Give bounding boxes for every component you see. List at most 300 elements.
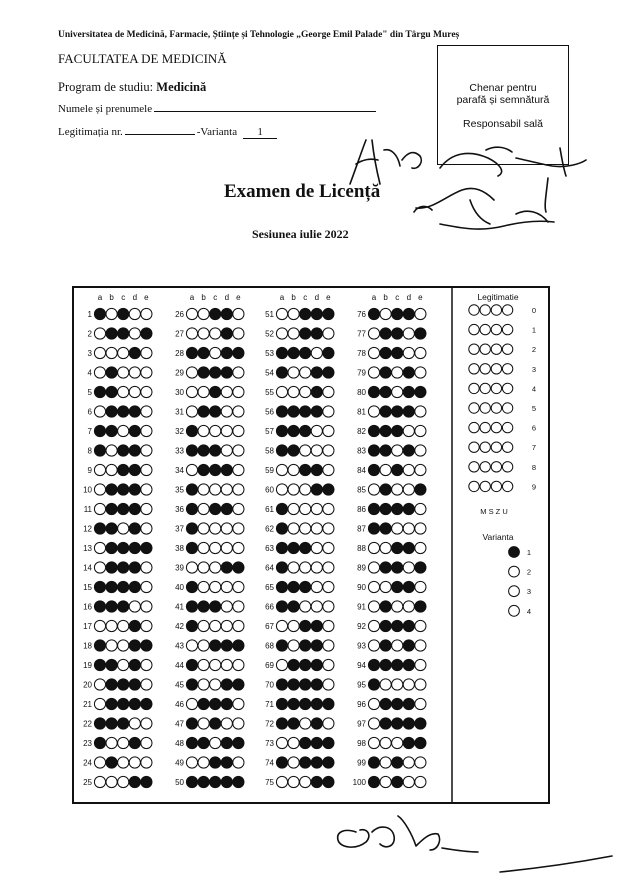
answer-bubble-q50-c[interactable]: [210, 776, 221, 787]
answer-bubble-q73-c[interactable]: [300, 737, 311, 748]
answer-bubble-q84-a[interactable]: [368, 464, 379, 475]
answer-bubble-q30-e[interactable]: [233, 386, 244, 397]
answer-bubble-q96-c[interactable]: [392, 698, 403, 709]
answer-bubble-q48-c[interactable]: [210, 737, 221, 748]
answer-bubble-q88-a[interactable]: [368, 542, 379, 553]
answer-bubble-q40-b[interactable]: [198, 581, 209, 592]
answer-bubble-q75-a[interactable]: [276, 776, 287, 787]
answer-bubble-q18-e[interactable]: [141, 640, 152, 651]
answer-bubble-q86-e[interactable]: [415, 503, 426, 514]
answer-bubble-q87-c[interactable]: [392, 523, 403, 534]
answer-bubble-q73-e[interactable]: [323, 737, 334, 748]
answer-bubble-q81-a[interactable]: [368, 406, 379, 417]
answer-bubble-q2-a[interactable]: [94, 328, 105, 339]
answer-bubble-q76-c[interactable]: [392, 308, 403, 319]
answer-bubble-q27-b[interactable]: [198, 328, 209, 339]
answer-bubble-q36-c[interactable]: [210, 503, 221, 514]
answer-bubble-q73-d[interactable]: [311, 737, 322, 748]
answer-bubble-q31-a[interactable]: [186, 406, 197, 417]
answer-bubble-q81-b[interactable]: [380, 406, 391, 417]
answer-bubble-q21-d[interactable]: [129, 698, 140, 709]
answer-bubble-q59-c[interactable]: [300, 464, 311, 475]
answer-bubble-q58-c[interactable]: [300, 445, 311, 456]
answer-bubble-q16-d[interactable]: [129, 601, 140, 612]
answer-bubble-q33-e[interactable]: [233, 445, 244, 456]
answer-bubble-q56-a[interactable]: [276, 406, 287, 417]
answer-bubble-q88-d[interactable]: [403, 542, 414, 553]
answer-bubble-q17-e[interactable]: [141, 620, 152, 631]
answer-bubble-q58-d[interactable]: [311, 445, 322, 456]
answer-bubble-q61-c[interactable]: [300, 503, 311, 514]
answer-bubble-q58-e[interactable]: [323, 445, 334, 456]
legitimatie-bubble-6-0[interactable]: [469, 422, 479, 432]
answer-bubble-q92-e[interactable]: [415, 620, 426, 631]
answer-bubble-q8-c[interactable]: [118, 445, 129, 456]
answer-bubble-q17-a[interactable]: [94, 620, 105, 631]
answer-bubble-q91-c[interactable]: [392, 601, 403, 612]
answer-bubble-q63-d[interactable]: [311, 542, 322, 553]
answer-bubble-q48-b[interactable]: [198, 737, 209, 748]
answer-bubble-q39-e[interactable]: [233, 562, 244, 573]
answer-bubble-q34-b[interactable]: [198, 464, 209, 475]
answer-bubble-q41-a[interactable]: [186, 601, 197, 612]
answer-bubble-q55-a[interactable]: [276, 386, 287, 397]
answer-bubble-q38-a[interactable]: [186, 542, 197, 553]
answer-bubble-q24-b[interactable]: [106, 757, 117, 768]
answer-bubble-q5-b[interactable]: [106, 386, 117, 397]
answer-bubble-q18-d[interactable]: [129, 640, 140, 651]
answer-bubble-q80-e[interactable]: [415, 386, 426, 397]
answer-bubble-q38-b[interactable]: [198, 542, 209, 553]
answer-bubble-q68-b[interactable]: [288, 640, 299, 651]
answer-bubble-q88-c[interactable]: [392, 542, 403, 553]
answer-bubble-q14-a[interactable]: [94, 562, 105, 573]
answer-bubble-q46-d[interactable]: [221, 698, 232, 709]
answer-bubble-q65-a[interactable]: [276, 581, 287, 592]
answer-bubble-q63-a[interactable]: [276, 542, 287, 553]
answer-bubble-q49-d[interactable]: [221, 757, 232, 768]
answer-bubble-q20-a[interactable]: [94, 679, 105, 690]
answer-bubble-q51-a[interactable]: [276, 308, 287, 319]
answer-bubble-q57-c[interactable]: [300, 425, 311, 436]
legitimatie-bubble-0-1[interactable]: [480, 305, 490, 315]
answer-bubble-q56-c[interactable]: [300, 406, 311, 417]
answer-bubble-q64-e[interactable]: [323, 562, 334, 573]
answer-bubble-q15-d[interactable]: [129, 581, 140, 592]
answer-bubble-q33-b[interactable]: [198, 445, 209, 456]
answer-bubble-q52-a[interactable]: [276, 328, 287, 339]
answer-bubble-q38-e[interactable]: [233, 542, 244, 553]
answer-bubble-q66-d[interactable]: [311, 601, 322, 612]
answer-bubble-q45-c[interactable]: [210, 679, 221, 690]
answer-bubble-q88-b[interactable]: [380, 542, 391, 553]
answer-bubble-q4-d[interactable]: [129, 367, 140, 378]
answer-bubble-q98-d[interactable]: [403, 737, 414, 748]
legitimatie-bubble-4-0[interactable]: [469, 383, 479, 393]
answer-bubble-q33-c[interactable]: [210, 445, 221, 456]
answer-bubble-q23-e[interactable]: [141, 737, 152, 748]
answer-bubble-q11-a[interactable]: [94, 503, 105, 514]
legitimatie-bubble-6-1[interactable]: [480, 422, 490, 432]
answer-bubble-q34-d[interactable]: [221, 464, 232, 475]
legitimatie-bubble-9-0[interactable]: [469, 481, 479, 491]
answer-bubble-q91-a[interactable]: [368, 601, 379, 612]
answer-bubble-q12-e[interactable]: [141, 523, 152, 534]
answer-bubble-q32-c[interactable]: [210, 425, 221, 436]
answer-bubble-q25-b[interactable]: [106, 776, 117, 787]
answer-bubble-q43-d[interactable]: [221, 640, 232, 651]
answer-bubble-q6-c[interactable]: [118, 406, 129, 417]
answer-bubble-q69-a[interactable]: [276, 659, 287, 670]
answer-bubble-q69-e[interactable]: [323, 659, 334, 670]
answer-bubble-q40-e[interactable]: [233, 581, 244, 592]
answer-bubble-q80-d[interactable]: [403, 386, 414, 397]
answer-bubble-q12-c[interactable]: [118, 523, 129, 534]
answer-bubble-q10-c[interactable]: [118, 484, 129, 495]
answer-bubble-q5-c[interactable]: [118, 386, 129, 397]
answer-bubble-q28-a[interactable]: [186, 347, 197, 358]
answer-bubble-q11-e[interactable]: [141, 503, 152, 514]
answer-bubble-q30-d[interactable]: [221, 386, 232, 397]
answer-bubble-q29-d[interactable]: [221, 367, 232, 378]
answer-bubble-q39-b[interactable]: [198, 562, 209, 573]
answer-bubble-q35-c[interactable]: [210, 484, 221, 495]
answer-bubble-q79-e[interactable]: [415, 367, 426, 378]
answer-bubble-q61-a[interactable]: [276, 503, 287, 514]
answer-bubble-q35-b[interactable]: [198, 484, 209, 495]
answer-bubble-q1-b[interactable]: [106, 308, 117, 319]
answer-bubble-q59-a[interactable]: [276, 464, 287, 475]
answer-bubble-q70-e[interactable]: [323, 679, 334, 690]
answer-bubble-q80-a[interactable]: [368, 386, 379, 397]
answer-bubble-q65-e[interactable]: [323, 581, 334, 592]
answer-bubble-q39-c[interactable]: [210, 562, 221, 573]
legitimatie-bubble-8-0[interactable]: [469, 462, 479, 472]
answer-bubble-q2-d[interactable]: [129, 328, 140, 339]
answer-bubble-q72-b[interactable]: [288, 718, 299, 729]
answer-bubble-q76-e[interactable]: [415, 308, 426, 319]
answer-bubble-q97-d[interactable]: [403, 718, 414, 729]
answer-bubble-q6-b[interactable]: [106, 406, 117, 417]
answer-bubble-q81-d[interactable]: [403, 406, 414, 417]
answer-bubble-q52-b[interactable]: [288, 328, 299, 339]
answer-bubble-q67-e[interactable]: [323, 620, 334, 631]
answer-bubble-q85-e[interactable]: [415, 484, 426, 495]
answer-bubble-q100-e[interactable]: [415, 776, 426, 787]
answer-bubble-q41-d[interactable]: [221, 601, 232, 612]
answer-bubble-q47-d[interactable]: [221, 718, 232, 729]
answer-bubble-q75-c[interactable]: [300, 776, 311, 787]
answer-bubble-q65-c[interactable]: [300, 581, 311, 592]
answer-bubble-q6-e[interactable]: [141, 406, 152, 417]
answer-bubble-q30-c[interactable]: [210, 386, 221, 397]
answer-bubble-q40-d[interactable]: [221, 581, 232, 592]
legitimatie-bubble-0-2[interactable]: [491, 305, 501, 315]
answer-bubble-q94-c[interactable]: [392, 659, 403, 670]
answer-bubble-q89-d[interactable]: [403, 562, 414, 573]
answer-bubble-q83-e[interactable]: [415, 445, 426, 456]
answer-bubble-q83-a[interactable]: [368, 445, 379, 456]
answer-bubble-q32-d[interactable]: [221, 425, 232, 436]
answer-bubble-q36-e[interactable]: [233, 503, 244, 514]
answer-bubble-q84-e[interactable]: [415, 464, 426, 475]
answer-bubble-q21-c[interactable]: [118, 698, 129, 709]
answer-bubble-q18-c[interactable]: [118, 640, 129, 651]
answer-bubble-q82-b[interactable]: [380, 425, 391, 436]
answer-bubble-q53-c[interactable]: [300, 347, 311, 358]
answer-bubble-q62-d[interactable]: [311, 523, 322, 534]
answer-bubble-q25-d[interactable]: [129, 776, 140, 787]
answer-bubble-q75-e[interactable]: [323, 776, 334, 787]
legitimatie-bubble-5-0[interactable]: [469, 403, 479, 413]
answer-bubble-q6-a[interactable]: [94, 406, 105, 417]
answer-bubble-q74-a[interactable]: [276, 757, 287, 768]
answer-bubble-q76-a[interactable]: [368, 308, 379, 319]
answer-bubble-q28-b[interactable]: [198, 347, 209, 358]
answer-bubble-q93-a[interactable]: [368, 640, 379, 651]
answer-bubble-q45-e[interactable]: [233, 679, 244, 690]
legitimatie-bubble-3-0[interactable]: [469, 364, 479, 374]
answer-bubble-q2-b[interactable]: [106, 328, 117, 339]
answer-bubble-q12-d[interactable]: [129, 523, 140, 534]
answer-bubble-q22-d[interactable]: [129, 718, 140, 729]
answer-bubble-q51-e[interactable]: [323, 308, 334, 319]
answer-bubble-q93-d[interactable]: [403, 640, 414, 651]
answer-bubble-q43-b[interactable]: [198, 640, 209, 651]
legitimatie-bubble-3-1[interactable]: [480, 364, 490, 374]
answer-bubble-q96-a[interactable]: [368, 698, 379, 709]
legitimatie-bubble-4-2[interactable]: [491, 383, 501, 393]
answer-bubble-q41-e[interactable]: [233, 601, 244, 612]
answer-bubble-q92-c[interactable]: [392, 620, 403, 631]
answer-bubble-q42-a[interactable]: [186, 620, 197, 631]
answer-bubble-q34-a[interactable]: [186, 464, 197, 475]
answer-bubble-q19-e[interactable]: [141, 659, 152, 670]
legitimatie-bubble-6-2[interactable]: [491, 422, 501, 432]
answer-bubble-q27-d[interactable]: [221, 328, 232, 339]
answer-bubble-q90-d[interactable]: [403, 581, 414, 592]
answer-bubble-q32-e[interactable]: [233, 425, 244, 436]
answer-bubble-q97-c[interactable]: [392, 718, 403, 729]
answer-bubble-q53-e[interactable]: [323, 347, 334, 358]
answer-bubble-q86-a[interactable]: [368, 503, 379, 514]
answer-bubble-q69-c[interactable]: [300, 659, 311, 670]
answer-bubble-q68-d[interactable]: [311, 640, 322, 651]
answer-bubble-q58-b[interactable]: [288, 445, 299, 456]
answer-bubble-q95-a[interactable]: [368, 679, 379, 690]
answer-bubble-q85-a[interactable]: [368, 484, 379, 495]
answer-bubble-q83-b[interactable]: [380, 445, 391, 456]
answer-bubble-q23-d[interactable]: [129, 737, 140, 748]
answer-bubble-q47-e[interactable]: [233, 718, 244, 729]
answer-bubble-q77-c[interactable]: [392, 328, 403, 339]
answer-bubble-q50-b[interactable]: [198, 776, 209, 787]
legitimatie-bubble-9-1[interactable]: [480, 481, 490, 491]
answer-bubble-q5-e[interactable]: [141, 386, 152, 397]
answer-bubble-q24-e[interactable]: [141, 757, 152, 768]
answer-bubble-q35-d[interactable]: [221, 484, 232, 495]
answer-bubble-q98-b[interactable]: [380, 737, 391, 748]
answer-bubble-q47-b[interactable]: [198, 718, 209, 729]
answer-bubble-q94-e[interactable]: [415, 659, 426, 670]
answer-bubble-q21-a[interactable]: [94, 698, 105, 709]
answer-bubble-q36-b[interactable]: [198, 503, 209, 514]
answer-bubble-q96-b[interactable]: [380, 698, 391, 709]
answer-bubble-q26-d[interactable]: [221, 308, 232, 319]
answer-bubble-q3-a[interactable]: [94, 347, 105, 358]
legitimatie-bubble-8-2[interactable]: [491, 462, 501, 472]
answer-bubble-q6-d[interactable]: [129, 406, 140, 417]
answer-bubble-q99-a[interactable]: [368, 757, 379, 768]
answer-bubble-q12-a[interactable]: [94, 523, 105, 534]
answer-bubble-q68-e[interactable]: [323, 640, 334, 651]
answer-bubble-q43-e[interactable]: [233, 640, 244, 651]
answer-bubble-q28-c[interactable]: [210, 347, 221, 358]
answer-bubble-q71-e[interactable]: [323, 698, 334, 709]
answer-bubble-q44-d[interactable]: [221, 659, 232, 670]
answer-bubble-q100-a[interactable]: [368, 776, 379, 787]
answer-bubble-q97-b[interactable]: [380, 718, 391, 729]
answer-bubble-q42-b[interactable]: [198, 620, 209, 631]
answer-bubble-q14-e[interactable]: [141, 562, 152, 573]
answer-bubble-q13-c[interactable]: [118, 542, 129, 553]
answer-bubble-q63-c[interactable]: [300, 542, 311, 553]
answer-bubble-q46-c[interactable]: [210, 698, 221, 709]
legitimatie-bubble-7-3[interactable]: [502, 442, 512, 452]
answer-bubble-q66-b[interactable]: [288, 601, 299, 612]
answer-bubble-q61-e[interactable]: [323, 503, 334, 514]
answer-bubble-q22-a[interactable]: [94, 718, 105, 729]
answer-bubble-q42-d[interactable]: [221, 620, 232, 631]
answer-bubble-q99-b[interactable]: [380, 757, 391, 768]
answer-bubble-q70-a[interactable]: [276, 679, 287, 690]
answer-bubble-q7-c[interactable]: [118, 425, 129, 436]
answer-bubble-q10-b[interactable]: [106, 484, 117, 495]
answer-bubble-q30-a[interactable]: [186, 386, 197, 397]
answer-bubble-q29-a[interactable]: [186, 367, 197, 378]
answer-bubble-q90-e[interactable]: [415, 581, 426, 592]
answer-bubble-q85-c[interactable]: [392, 484, 403, 495]
answer-bubble-q9-d[interactable]: [129, 464, 140, 475]
answer-bubble-q98-a[interactable]: [368, 737, 379, 748]
answer-bubble-q19-a[interactable]: [94, 659, 105, 670]
answer-bubble-q21-b[interactable]: [106, 698, 117, 709]
answer-bubble-q57-b[interactable]: [288, 425, 299, 436]
answer-bubble-q74-c[interactable]: [300, 757, 311, 768]
answer-bubble-q24-c[interactable]: [118, 757, 129, 768]
answer-bubble-q67-b[interactable]: [288, 620, 299, 631]
varianta-bubble-3[interactable]: [509, 586, 520, 597]
answer-bubble-q49-e[interactable]: [233, 757, 244, 768]
answer-bubble-q34-e[interactable]: [233, 464, 244, 475]
answer-bubble-q47-c[interactable]: [210, 718, 221, 729]
answer-bubble-q41-c[interactable]: [210, 601, 221, 612]
answer-bubble-q62-b[interactable]: [288, 523, 299, 534]
answer-bubble-q46-b[interactable]: [198, 698, 209, 709]
answer-bubble-q87-e[interactable]: [415, 523, 426, 534]
answer-bubble-q20-b[interactable]: [106, 679, 117, 690]
answer-bubble-q14-c[interactable]: [118, 562, 129, 573]
answer-bubble-q73-b[interactable]: [288, 737, 299, 748]
answer-bubble-q10-a[interactable]: [94, 484, 105, 495]
answer-bubble-q16-b[interactable]: [106, 601, 117, 612]
answer-bubble-q78-d[interactable]: [403, 347, 414, 358]
legitimatie-bubble-7-1[interactable]: [480, 442, 490, 452]
answer-bubble-q9-c[interactable]: [118, 464, 129, 475]
answer-bubble-q53-d[interactable]: [311, 347, 322, 358]
answer-bubble-q19-c[interactable]: [118, 659, 129, 670]
answer-bubble-q76-b[interactable]: [380, 308, 391, 319]
legitimatie-bubble-6-3[interactable]: [502, 422, 512, 432]
answer-bubble-q98-c[interactable]: [392, 737, 403, 748]
answer-bubble-q29-b[interactable]: [198, 367, 209, 378]
answer-bubble-q3-d[interactable]: [129, 347, 140, 358]
answer-bubble-q62-a[interactable]: [276, 523, 287, 534]
answer-bubble-q79-a[interactable]: [368, 367, 379, 378]
answer-bubble-q48-d[interactable]: [221, 737, 232, 748]
answer-bubble-q46-e[interactable]: [233, 698, 244, 709]
legitimatie-bubble-3-2[interactable]: [491, 364, 501, 374]
answer-bubble-q17-b[interactable]: [106, 620, 117, 631]
answer-bubble-q37-b[interactable]: [198, 523, 209, 534]
answer-bubble-q100-b[interactable]: [380, 776, 391, 787]
answer-bubble-q98-e[interactable]: [415, 737, 426, 748]
answer-bubble-q77-d[interactable]: [403, 328, 414, 339]
answer-bubble-q63-b[interactable]: [288, 542, 299, 553]
answer-bubble-q47-a[interactable]: [186, 718, 197, 729]
legitimatie-bubble-5-1[interactable]: [480, 403, 490, 413]
answer-bubble-q75-d[interactable]: [311, 776, 322, 787]
answer-bubble-q15-c[interactable]: [118, 581, 129, 592]
answer-bubble-q33-d[interactable]: [221, 445, 232, 456]
answer-bubble-q52-c[interactable]: [300, 328, 311, 339]
answer-bubble-q78-e[interactable]: [415, 347, 426, 358]
answer-bubble-q9-a[interactable]: [94, 464, 105, 475]
answer-bubble-q89-e[interactable]: [415, 562, 426, 573]
answer-bubble-q31-d[interactable]: [221, 406, 232, 417]
answer-bubble-q82-c[interactable]: [392, 425, 403, 436]
legitimatie-bubble-7-0[interactable]: [469, 442, 479, 452]
answer-bubble-q38-c[interactable]: [210, 542, 221, 553]
answer-bubble-q2-c[interactable]: [118, 328, 129, 339]
legitimatie-bubble-3-3[interactable]: [502, 364, 512, 374]
answer-bubble-q10-d[interactable]: [129, 484, 140, 495]
answer-bubble-q1-e[interactable]: [141, 308, 152, 319]
answer-bubble-q57-e[interactable]: [323, 425, 334, 436]
answer-bubble-q31-e[interactable]: [233, 406, 244, 417]
answer-bubble-q84-b[interactable]: [380, 464, 391, 475]
answer-bubble-q8-a[interactable]: [94, 445, 105, 456]
answer-bubble-q8-b[interactable]: [106, 445, 117, 456]
answer-bubble-q82-e[interactable]: [415, 425, 426, 436]
answer-bubble-q77-e[interactable]: [415, 328, 426, 339]
answer-bubble-q27-a[interactable]: [186, 328, 197, 339]
answer-bubble-q68-c[interactable]: [300, 640, 311, 651]
answer-bubble-q54-e[interactable]: [323, 367, 334, 378]
answer-bubble-q44-a[interactable]: [186, 659, 197, 670]
answer-bubble-q39-d[interactable]: [221, 562, 232, 573]
answer-bubble-q55-e[interactable]: [323, 386, 334, 397]
answer-bubble-q71-a[interactable]: [276, 698, 287, 709]
answer-bubble-q86-d[interactable]: [403, 503, 414, 514]
answer-bubble-q50-d[interactable]: [221, 776, 232, 787]
answer-bubble-q79-b[interactable]: [380, 367, 391, 378]
answer-bubble-q74-e[interactable]: [323, 757, 334, 768]
answer-bubble-q9-b[interactable]: [106, 464, 117, 475]
answer-bubble-q22-c[interactable]: [118, 718, 129, 729]
legitimatie-bubble-8-1[interactable]: [480, 462, 490, 472]
answer-bubble-q11-d[interactable]: [129, 503, 140, 514]
